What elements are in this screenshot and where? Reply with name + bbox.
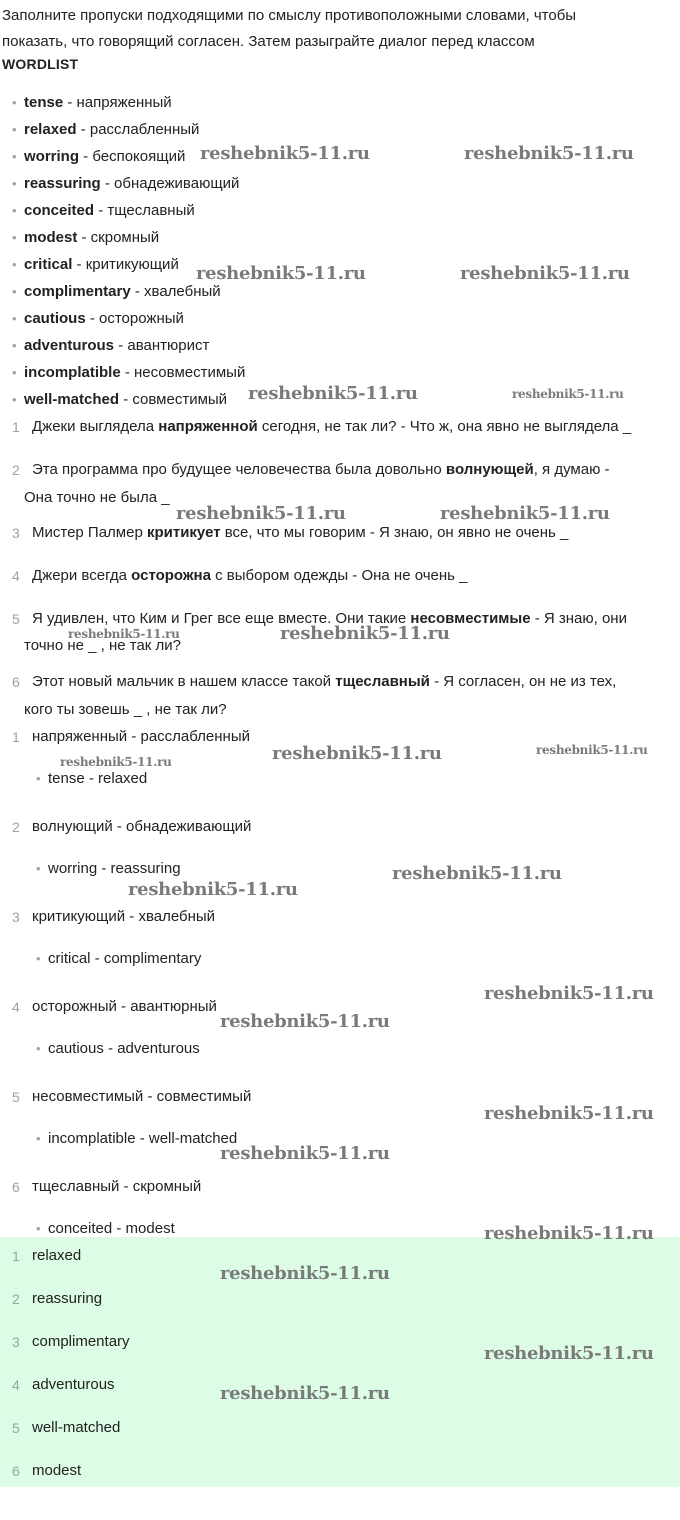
bullet-icon: •	[12, 176, 17, 191]
watermark: reshebnik5-11.ru	[68, 627, 180, 641]
wordlist-item: • critical - критикующий	[12, 254, 179, 276]
watermark: reshebnik5-11.ru	[128, 879, 298, 900]
answers-panel	[0, 1237, 680, 1487]
watermark: reshebnik5-11.ru	[196, 263, 366, 284]
wordlist-item: • modest - скромный	[12, 227, 159, 249]
bullet-icon: •	[12, 257, 17, 272]
answer-text: relaxed	[32, 1247, 82, 1264]
pair-number: 4	[12, 999, 20, 1015]
pair-number: 1	[12, 729, 20, 745]
answer-number: 3	[12, 1334, 20, 1350]
bullet-icon: •	[12, 365, 17, 380]
pair-en: • incomplatible - well-matched	[36, 1128, 237, 1150]
pair-number: 3	[12, 909, 20, 925]
exercise-number: 6	[12, 674, 20, 690]
watermark: reshebnik5-11.ru	[280, 623, 450, 644]
wordlist-item: • conceited - тщеславный	[12, 200, 195, 222]
pair-ru: критикующий - хвалебный	[32, 908, 216, 925]
answer-number: 4	[12, 1377, 20, 1393]
exercise-text: Эта программа про будущее человечества была довольно волнующей, я думаю -	[32, 461, 610, 478]
bullet-icon: •	[36, 951, 41, 966]
watermark: reshebnik5-11.ru	[176, 503, 346, 524]
watermark: reshebnik5-11.ru	[220, 1383, 390, 1404]
pair-ru: тщеславный - скромный	[32, 1178, 202, 1195]
exercise-text: Джеки выглядела напряженной сегодня, не так ли? - Что ж, она явно не выглядела _	[32, 418, 632, 435]
answer-text: complimentary	[32, 1333, 130, 1350]
instruction-line-2: показать, что говорящий согласен. Затем разыграйте диалог перед классом	[2, 33, 535, 50]
exercise-number: 5	[12, 611, 20, 627]
bullet-icon: •	[36, 1041, 41, 1056]
exercise-number: 3	[12, 525, 20, 541]
answer-number: 2	[12, 1291, 20, 1307]
exercise-text: Я удивлен, что Ким и Грег все еще вместе. Они такие несовместимые - Я знаю, они	[32, 610, 627, 627]
answer-number: 5	[12, 1420, 20, 1436]
watermark: reshebnik5-11.ru	[272, 743, 442, 764]
watermark: reshebnik5-11.ru	[464, 143, 634, 164]
instruction-line-1: Заполните пропуски подходящими по смыслу противоположными словами, чтобы	[2, 7, 577, 24]
watermark: reshebnik5-11.ru	[484, 1223, 654, 1244]
exercise-number: 2	[12, 462, 20, 478]
watermark: reshebnik5-11.ru	[220, 1263, 390, 1284]
wordlist-heading: WORDLIST	[2, 56, 79, 72]
bullet-icon: •	[36, 1131, 41, 1146]
pair-number: 5	[12, 1089, 20, 1105]
bullet-icon: •	[36, 861, 41, 876]
pair-ru: волнующий - обнадеживающий	[32, 818, 252, 835]
watermark: reshebnik5-11.ru	[392, 863, 562, 884]
watermark: reshebnik5-11.ru	[512, 387, 624, 401]
watermark: reshebnik5-11.ru	[440, 503, 610, 524]
bullet-icon: •	[12, 122, 17, 137]
watermark: reshebnik5-11.ru	[484, 1343, 654, 1364]
watermark: reshebnik5-11.ru	[536, 743, 648, 757]
bullet-icon: •	[12, 311, 17, 326]
pair-en: • worring - reassuring	[36, 858, 181, 880]
bullet-icon: •	[12, 149, 17, 164]
bullet-icon: •	[12, 230, 17, 245]
exercise-text: Джери всегда осторожна с выбором одежды - Она не очень _	[32, 567, 468, 584]
wordlist-item: • complimentary - хвалебный	[12, 281, 221, 303]
answer-number: 6	[12, 1463, 20, 1479]
exercise-text-continued: Она точно не была _	[24, 489, 170, 506]
pair-ru: осторожный - авантюрный	[32, 998, 217, 1015]
wordlist-item: • reassuring - обнадеживающий	[12, 173, 239, 195]
pair-ru: напряженный - расслабленный	[32, 728, 250, 745]
watermark: reshebnik5-11.ru	[220, 1011, 390, 1032]
bullet-icon: •	[36, 1221, 41, 1236]
bullet-icon: •	[12, 284, 17, 299]
answer-number: 1	[12, 1248, 20, 1264]
wordlist-item: • worring - беспокоящий	[12, 146, 185, 168]
wordlist-item: • relaxed - расслабленный	[12, 119, 199, 141]
instruction	[2, 3, 672, 55]
watermark: reshebnik5-11.ru	[484, 983, 654, 1004]
bullet-icon: •	[12, 95, 17, 110]
wordlist-item: • adventurous - авантюрист	[12, 335, 209, 357]
wordlist-item: • incomplatible - несовместимый	[12, 362, 245, 384]
exercise-text: Этот новый мальчик в нашем классе такой тщеславный - Я согласен, он не из тех,	[32, 673, 617, 690]
watermark: reshebnik5-11.ru	[484, 1103, 654, 1124]
bullet-icon: •	[36, 771, 41, 786]
answer-text: modest	[32, 1462, 82, 1479]
watermark: reshebnik5-11.ru	[60, 755, 172, 769]
pair-ru: несовместимый - совместимый	[32, 1088, 252, 1105]
pair-en: • conceited - modest	[36, 1218, 175, 1240]
exercise-number: 1	[12, 419, 20, 435]
watermark: reshebnik5-11.ru	[460, 263, 630, 284]
wordlist-item: • tense - напряженный	[12, 92, 172, 114]
watermark: reshebnik5-11.ru	[248, 383, 418, 404]
pair-en: • critical - complimentary	[36, 948, 201, 970]
exercise-text: Мистер Палмер критикует все, что мы говорим - Я знаю, он явно не очень _	[32, 524, 569, 541]
answer-text: well-matched	[32, 1419, 121, 1436]
bullet-icon: •	[12, 338, 17, 353]
exercise-text-continued: кого ты зовешь _ , не так ли?	[24, 701, 227, 718]
answer-text: reassuring	[32, 1290, 103, 1307]
pair-en: • cautious - adventurous	[36, 1038, 200, 1060]
pair-number: 2	[12, 819, 20, 835]
watermark: reshebnik5-11.ru	[200, 143, 370, 164]
pair-en: • tense - relaxed	[36, 768, 147, 790]
watermark: reshebnik5-11.ru	[220, 1143, 390, 1164]
pair-number: 6	[12, 1179, 20, 1195]
exercise-text-continued: точно не _ , не так ли?	[24, 637, 182, 654]
wordlist-item: • well-matched - совместимый	[12, 389, 227, 411]
bullet-icon: •	[12, 203, 17, 218]
exercise-number: 4	[12, 568, 20, 584]
bullet-icon: •	[12, 392, 17, 407]
answer-text: adventurous	[32, 1376, 115, 1393]
wordlist-item: • cautious - осторожный	[12, 308, 184, 330]
